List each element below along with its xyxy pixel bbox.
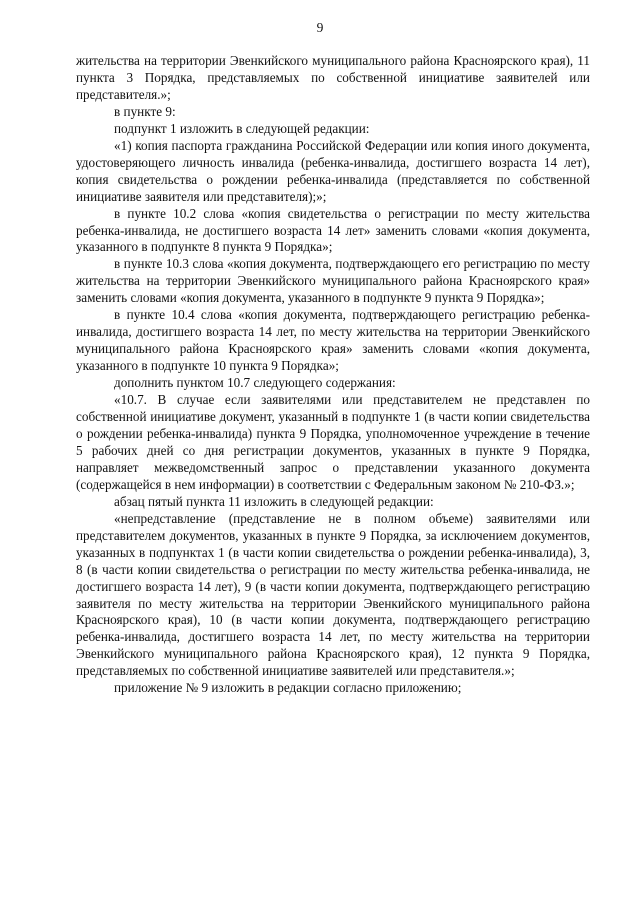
- paragraph-add-10-7-instruction: дополнить пунктом 10.7 следующего содержания:: [114, 375, 396, 391]
- paragraph-item-10-7-text: «10.7. В случае если заявителями или представителем не представлен по собственной инициативе документ, указанный в подпункте 1 (в части копии свидетельства о рождении ребенка-инвалида) пункта 9 Порядка, уполномоченное учреждение в течение 5 рабочих дней со дня регистрации документов, указанных в пункте 9 Порядка, направляет межведомственный запрос о представлении указанного документа (содержащейся в нем информации) в соответствии с Федеральным законом № 210-ФЗ.»;: [76, 392, 590, 492]
- paragraph-subitem-1-instruction: подпункт 1 изложить в следующей редакции:: [114, 120, 370, 136]
- paragraph-item-10-2: в пункте 10.2 слова «копия свидетельства о регистрации по месту жительства ребенка-инвалида, не достигшего возраста 14 лет» заменить словами «копия документа, указанного в подпункте 8 пункта 9 Порядка»;: [76, 205, 590, 255]
- paragraph-item-11-instruction: абзац пятый пункта 11 изложить в следующей редакции:: [114, 493, 434, 509]
- page-number: 9: [316, 20, 324, 35]
- document-body: [76, 53, 590, 697]
- paragraph-subitem-1-text: «1) копия паспорта гражданина Российской Федерации или копия иного документа, удостоверяющего личность инвалида (ребенка-инвалида, достигшего возраста 14 лет), копия свидетельства о рождении ребенка-инвалида (представляется по собственной инициативе заявителя или представителя);»;: [76, 137, 590, 204]
- paragraph-continuation: жительства на территории Эвенкийского муниципального района Красноярского края), 11 пункта 3 Порядка, представляемых по собственной инициативе заявителей или представителя.»;: [76, 53, 590, 102]
- paragraph-item-9-heading: в пункте 9:: [114, 103, 176, 119]
- paragraph-item-11-text: «непредставление (представление не в полном объеме) заявителями или представителем документов, указанных в пункте 9 Порядка, за исключением документов, указанных в подпунктах 1 (в части копии свидетельства о рождении ребенка-инвалида), 3, 8 (в части копии свидетельства о регистрации по месту жительства ребенка-инвалида, не достигшего возраста 14 лет), 9 (в части копии документа, подтверждающего регистрацию заявителя по месту жительства на территории Эвенкийского муниципального района Красноярского края), 10 (в части копии документа, подтверждающего регистрацию ребенка-инвалида, достигшего возраста 14 лет, по месту жительства на территории Эвенкийского муниципального района Красноярского края), 12 пункта 9 Порядка, представляемых по собственной инициативе заявителей или представителя.»;: [76, 510, 590, 679]
- paragraph-item-10-3: в пункте 10.3 слова «копия документа, подтверждающего его регистрацию по месту жительства на территории Эвенкийского муниципального района Красноярского края» заменить словами «копия документа, указанного в подпункте 9 пункта 9 Порядка»;: [76, 256, 590, 306]
- paragraph-item-10-4: в пункте 10.4 слова «копия документа, подтверждающего регистрацию ребенка-инвалида, достигшего возраста 14 лет, по месту жительства на территории Эвенкийского муниципального района Красноярского края» заменить словами «копия документа, указанного в подпункте 10 пункта 9 Порядка»;: [76, 307, 590, 374]
- paragraph-appendix-9: приложение № 9 изложить в редакции согласно приложению;: [114, 680, 462, 696]
